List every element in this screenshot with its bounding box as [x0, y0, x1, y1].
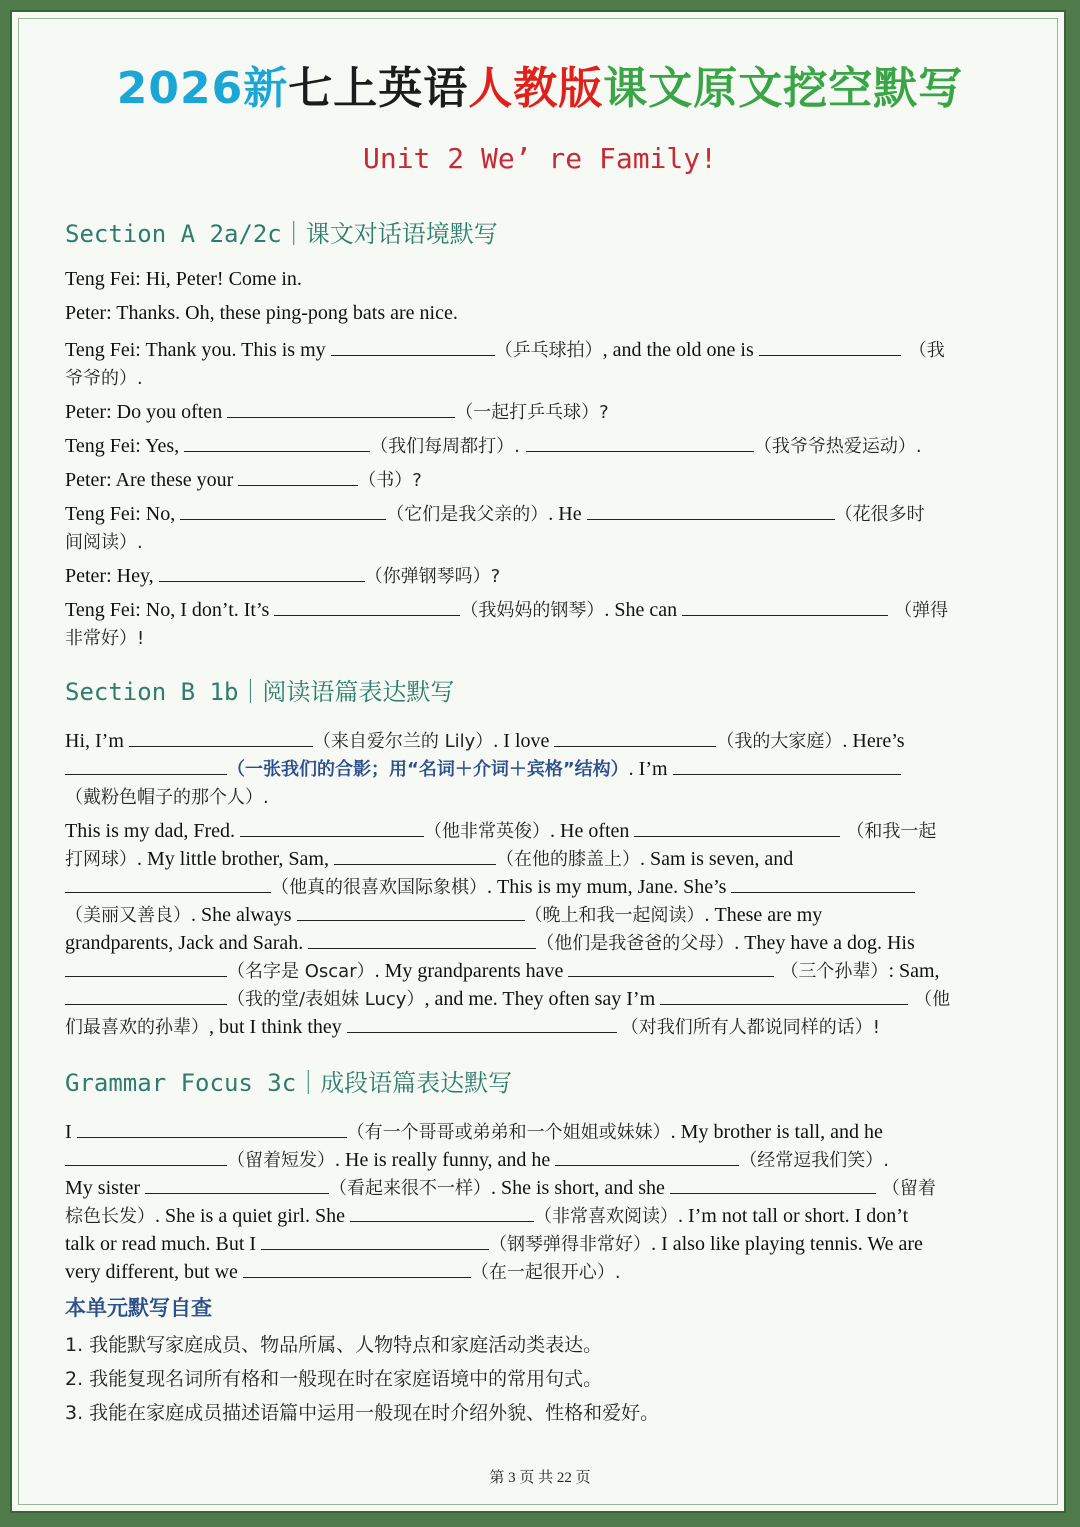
hint-text: （我爷爷热爱运动）.	[753, 436, 922, 457]
hint-text: 棕色长发）	[65, 1206, 155, 1227]
hint-text: （我	[908, 340, 945, 361]
checklist-text: 3. 我能在家庭成员描述语篇中运用一般现在时介绍外貌、性格和爱好。	[65, 1402, 660, 1424]
section-a-en: Section A 2a/2c｜	[65, 220, 306, 248]
text-run: . My grandparents have	[374, 960, 569, 982]
text-run: very different, but we	[65, 1261, 243, 1283]
blank-field[interactable]	[129, 728, 313, 747]
text-run: . My little brother, Sam,	[137, 848, 334, 870]
hint-text: （美丽又善良）	[65, 905, 191, 926]
hint-text: （它们是我父亲的）	[386, 504, 549, 525]
text-run: . This is my mum, Jane. She’s	[487, 876, 732, 898]
blank-field[interactable]	[347, 1014, 617, 1033]
text-run: Peter: Do you often	[65, 401, 228, 423]
checklist-item	[65, 1330, 602, 1357]
grammar-line	[65, 1258, 621, 1284]
hint-text: （他非常英俊）	[424, 821, 550, 842]
hint-text: （书）?	[358, 470, 422, 491]
reading-line	[65, 755, 901, 781]
hint-text: 爷爷的）.	[65, 368, 143, 389]
text-run: Teng Fei: No,	[65, 503, 181, 525]
reading-line	[65, 845, 793, 871]
title-part-edition: 人教版	[468, 63, 604, 114]
text-run: grandparents, Jack and Sarah.	[65, 932, 309, 954]
hint-text: （我的大家庭）	[716, 731, 843, 752]
dialogue-line	[65, 336, 945, 362]
blank-field[interactable]	[634, 818, 840, 837]
text-run: Teng Fei: Yes,	[65, 435, 185, 457]
blank-field[interactable]	[240, 818, 424, 837]
section-c-en: Grammar Focus 3c｜	[65, 1069, 321, 1097]
reading-line	[65, 817, 936, 843]
text-run: This is my dad, Fred.	[65, 820, 240, 842]
text-run: My sister	[65, 1177, 145, 1199]
dialogue-line	[65, 500, 925, 526]
text-run: . She always	[191, 904, 297, 926]
hint-text: （钢琴弹得非常好）	[489, 1234, 652, 1255]
text-run: , and me. They often say I’m	[424, 988, 661, 1010]
structure-hint: （一张我们的合影；用“名词＋介词＋宾格”结构）	[227, 759, 629, 780]
hint-text: （经常逗我们笑）.	[739, 1150, 890, 1171]
blank-field[interactable]	[660, 986, 908, 1005]
text-run: Hi, I’m	[65, 730, 129, 752]
blank-field[interactable]	[243, 1259, 471, 1278]
blank-field[interactable]	[184, 433, 370, 452]
blank-field[interactable]	[350, 1203, 534, 1222]
dialogue-line	[65, 364, 143, 390]
text-run: Teng Fei: No, I don’t. It’s	[65, 599, 275, 621]
blank-field[interactable]	[673, 756, 901, 775]
section-a-cn: 课文对话语境默写	[305, 220, 498, 248]
blank-field[interactable]	[682, 597, 888, 616]
dialogue-line	[65, 624, 144, 650]
blank-field[interactable]	[334, 846, 496, 865]
grammar-line	[65, 1118, 883, 1144]
hint-text: （他们是我爸爸的父母）	[536, 933, 735, 954]
grammar-line	[65, 1202, 908, 1228]
blank-field[interactable]	[180, 501, 386, 520]
hint-text: （弹得	[894, 600, 949, 621]
hint-text: 们最喜欢的孙辈）	[65, 1017, 209, 1038]
text-run: . They have a dog. His	[734, 932, 915, 954]
checklist-item	[65, 1398, 659, 1425]
blank-field[interactable]	[670, 1175, 876, 1194]
text-run: Peter: Are these your	[65, 469, 239, 491]
title-part-subject: 七上英语	[288, 63, 469, 114]
blank-field[interactable]	[331, 337, 495, 356]
blank-field[interactable]	[227, 399, 455, 418]
blank-field[interactable]	[65, 986, 227, 1005]
hint-text: （花很多时	[834, 504, 925, 525]
blank-field[interactable]	[65, 756, 227, 775]
reading-line	[65, 727, 905, 753]
blank-field[interactable]	[65, 958, 227, 977]
text-run: . These are my	[704, 904, 823, 926]
section-b-cn: 阅读语篇表达默写	[262, 678, 455, 706]
text-run: . My brother is tall, and he	[670, 1121, 883, 1143]
reading-line	[65, 957, 940, 983]
section-c-cn: 成段语篇表达默写	[320, 1069, 513, 1097]
text-run: . Sam is seven, and	[639, 848, 794, 870]
blank-field[interactable]	[145, 1175, 329, 1194]
section-c-heading	[65, 1063, 512, 1098]
blank-field[interactable]	[731, 874, 915, 893]
text-run: Teng Fei: Thank you. This is my	[65, 339, 331, 361]
dialogue-line	[65, 398, 609, 424]
blank-field[interactable]	[297, 902, 525, 921]
checklist-text: 1. 我能默写家庭成员、物品所属、人物特点和家庭活动类表达。	[65, 1334, 603, 1356]
text-run: . She is short, and she	[491, 1177, 670, 1199]
dialogue-line	[65, 562, 500, 588]
hint-text: （我的堂/表姐妹 Lucy）	[227, 989, 425, 1010]
text-run: . I also like playing tennis. We are	[651, 1233, 923, 1255]
hint-text: （非常喜欢阅读）	[533, 1206, 678, 1227]
hint-text: （你弹钢琴吗）?	[364, 566, 501, 587]
text-run: . Here’s	[842, 730, 905, 752]
hint-text: （留着	[881, 1178, 936, 1199]
grammar-line	[65, 1174, 936, 1200]
text-run: . She is a quiet girl. She	[155, 1205, 350, 1227]
reading-line	[65, 873, 915, 899]
hint-text: （他	[914, 989, 951, 1010]
blank-field[interactable]	[555, 1147, 739, 1166]
section-b-heading	[65, 672, 454, 707]
hint-text: （我们每周都打）.	[370, 436, 520, 457]
blank-field[interactable]	[274, 597, 460, 616]
hint-text: （晚上和我一起阅读）	[524, 905, 705, 926]
blank-field[interactable]	[65, 874, 271, 893]
page-number: 第 3 页 共 22 页	[489, 1470, 591, 1486]
dialogue-line	[65, 432, 922, 458]
hint-text: （有一个哥哥或弟弟和一个姐姐或妹妹）	[346, 1122, 671, 1143]
text-run: . I love	[493, 730, 555, 752]
text-run: , and the old one is	[602, 339, 759, 361]
text-run: . He is really funny, and he	[335, 1149, 556, 1171]
blank-field[interactable]	[308, 930, 536, 949]
hint-text: 打网球）	[65, 849, 137, 870]
text-run: . She can	[604, 599, 683, 621]
unit-title: Unit 2 We’ re Family!	[362, 142, 717, 175]
section-a-heading	[65, 214, 498, 249]
blank-field[interactable]	[587, 501, 835, 520]
dialogue-line	[65, 596, 948, 622]
hint-text: 间阅读）.	[65, 532, 143, 553]
blank-field[interactable]	[568, 958, 774, 977]
grammar-line	[65, 1146, 889, 1172]
dialogue-line	[65, 466, 422, 492]
reading-line	[65, 783, 269, 809]
text-run: talk or read much. But I	[65, 1233, 262, 1255]
blank-field[interactable]	[261, 1231, 489, 1250]
blank-field[interactable]	[526, 433, 754, 452]
self-check-title: 本单元默写自查	[65, 1296, 212, 1320]
blank-field[interactable]	[77, 1119, 347, 1138]
hint-text: 非常好）!	[65, 628, 145, 649]
hint-text: （留着短发）	[227, 1150, 335, 1171]
text-run: . He	[548, 503, 587, 525]
blank-field[interactable]	[238, 467, 358, 486]
text-run: . I’m not tall or short. I don’t	[677, 1205, 909, 1227]
hint-text: （看起来很不一样）	[329, 1178, 491, 1199]
blank-field[interactable]	[759, 337, 901, 356]
grammar-line	[65, 1230, 923, 1256]
dialogue-line: Peter: Thanks. Oh, these ping-pong bats are nice.	[65, 302, 458, 324]
text-run: : Sam,	[888, 960, 940, 982]
hint-text: （来自爱尔兰的 Lily）	[312, 731, 494, 752]
title-part-year: 2026新	[116, 63, 289, 114]
hint-text: （三个孙辈）	[780, 961, 889, 982]
hint-text: （名字是 Oscar）	[227, 961, 375, 982]
blank-field[interactable]	[65, 1147, 227, 1166]
reading-line	[65, 901, 822, 927]
hint-text: （他真的很喜欢国际象棋）	[271, 877, 487, 898]
checklist-item	[65, 1364, 602, 1391]
hint-text: （一起打乒乓球）?	[455, 402, 609, 423]
text-run: . I’m	[628, 758, 673, 780]
text-run: I	[65, 1121, 77, 1143]
page-title	[0, 52, 1080, 116]
text-run: Peter: Hey,	[65, 565, 159, 587]
reading-line	[65, 985, 950, 1011]
hint-text: （和我一起	[846, 821, 937, 842]
blank-field[interactable]	[159, 563, 365, 582]
reading-line	[65, 1013, 880, 1039]
hint-text: （戴粉色帽子的那个人）.	[65, 787, 269, 808]
hint-text: （在他的膝盖上）	[495, 849, 640, 870]
dialogue-line	[65, 528, 143, 554]
hint-text: （乒乓球拍）	[494, 340, 603, 361]
reading-line	[65, 929, 915, 955]
text-run: , but I think they	[209, 1016, 347, 1038]
text-run: . He often	[550, 820, 635, 842]
section-b-en: Section B 1b｜	[65, 678, 263, 706]
hint-text: （我妈妈的钢琴）	[460, 600, 605, 621]
hint-text: （在一起很开心）.	[470, 1262, 621, 1283]
hint-text: （对我们所有人都说同样的话）!	[620, 1017, 880, 1038]
title-part-type: 课文原文挖空默写	[603, 63, 964, 114]
dialogue-line: Teng Fei: Hi, Peter! Come in.	[65, 268, 302, 290]
blank-field[interactable]	[554, 728, 716, 747]
checklist-text: 2. 我能复现名词所有格和一般现在时在家庭语境中的常用句式。	[65, 1368, 603, 1390]
